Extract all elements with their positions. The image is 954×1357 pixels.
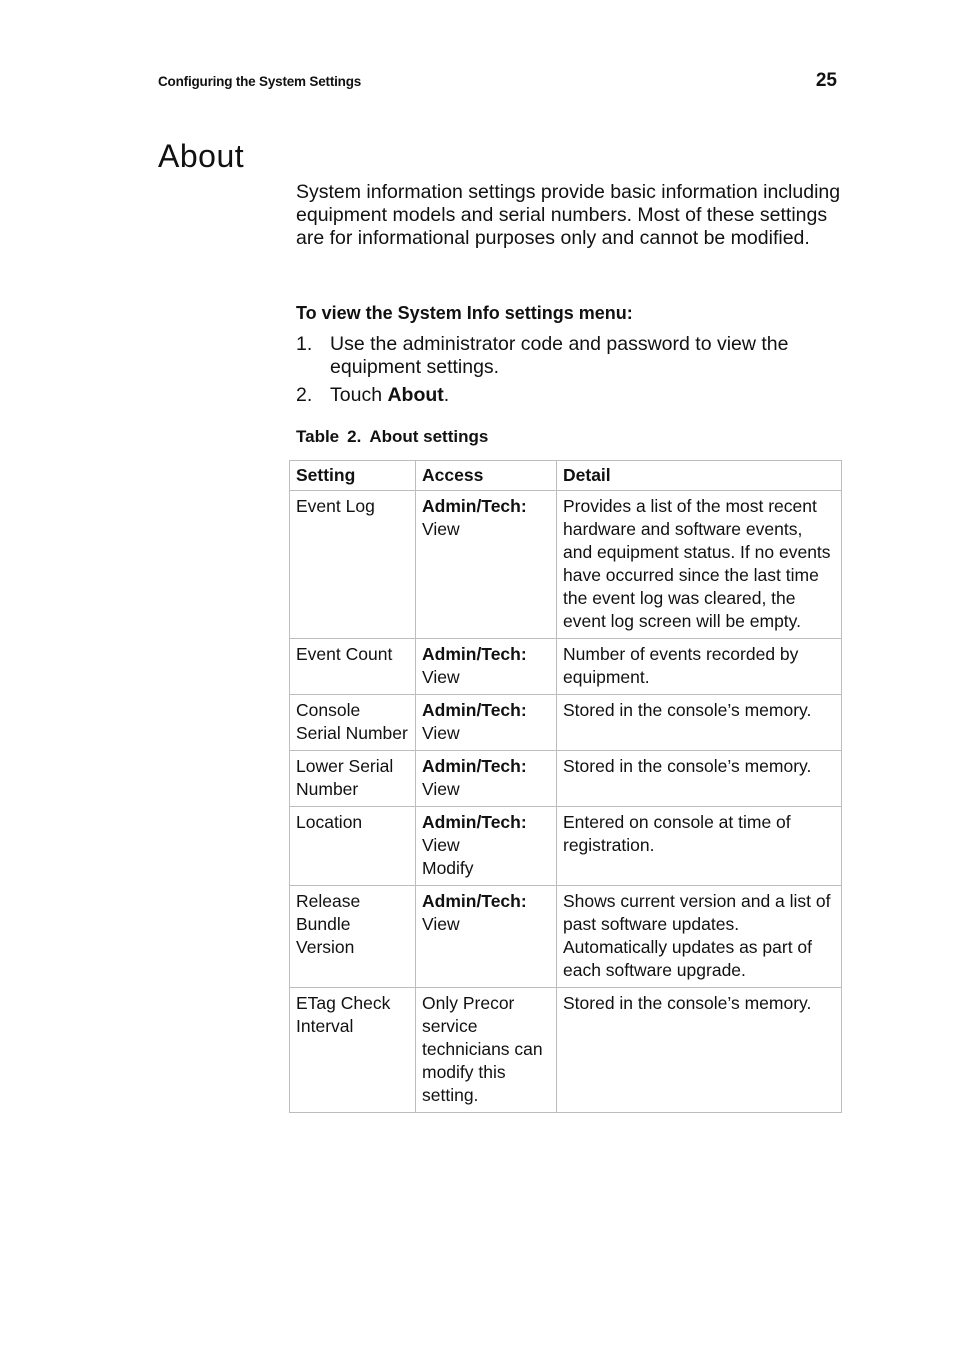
- cell-detail: Entered on console at time of registration.: [557, 807, 842, 886]
- table-body: [290, 491, 842, 1113]
- access-permission: View: [422, 519, 460, 539]
- step-text-suffix: .: [443, 384, 450, 406]
- table-row: [290, 751, 842, 807]
- step-number: 2.: [296, 384, 313, 406]
- about-settings-table: [289, 460, 842, 1113]
- procedure-steps: [296, 333, 841, 412]
- access-permission: Modify: [422, 858, 474, 878]
- cell-detail: Stored in the console’s memory.: [557, 695, 842, 751]
- access-role: Admin/Tech:: [422, 644, 527, 664]
- table-caption-title: About settings: [369, 427, 489, 446]
- access-role: Admin/Tech:: [422, 700, 527, 720]
- step-item: [296, 333, 841, 379]
- cell-detail: Number of events recorded by equipment.: [557, 639, 842, 695]
- cell-setting: Lower Serial Number: [290, 751, 416, 807]
- access-role: Admin/Tech:: [422, 756, 527, 776]
- cell-setting: Event Count: [290, 639, 416, 695]
- step-text-prefix: Touch: [330, 384, 388, 406]
- cell-access: [416, 751, 557, 807]
- cell-access: [416, 491, 557, 639]
- table-caption-label: Table: [296, 427, 340, 446]
- table-caption-number: 2.: [347, 427, 362, 446]
- cell-setting: Location: [290, 807, 416, 886]
- running-header: Configuring the System Settings: [158, 74, 362, 89]
- table-row: [290, 639, 842, 695]
- page-title: About: [158, 138, 245, 174]
- cell-access: [416, 988, 557, 1113]
- cell-detail: Shows current version and a list of past software updates. Automatically updates as part of each software upgrade.: [557, 886, 842, 988]
- table-row: [290, 886, 842, 988]
- cell-setting: Console Serial Number: [290, 695, 416, 751]
- access-permission: View: [422, 779, 460, 799]
- cell-access: [416, 807, 557, 886]
- cell-setting: ETag Check Interval: [290, 988, 416, 1113]
- cell-detail: Stored in the console’s memory.: [557, 988, 842, 1113]
- table-header-row: [290, 461, 842, 491]
- access-role: Admin/Tech:: [422, 496, 527, 516]
- table-row: [290, 491, 842, 639]
- access-role: Admin/Tech:: [422, 891, 527, 911]
- cell-detail: Provides a list of the most recent hardware and software events, and equipment status. If no events have occurred since the last time the event log was cleared, the event log screen will be empty.: [557, 491, 842, 639]
- intro-paragraph: System information settings provide basic information including equipment models and serial numbers. Most of these settings are for informational purposes only and cannot be modified.: [296, 181, 841, 249]
- access-permission: View: [422, 667, 460, 687]
- cell-access: [416, 886, 557, 988]
- page-number: 25: [815, 70, 837, 91]
- column-header-setting: Setting: [290, 461, 416, 491]
- column-header-detail: Detail: [557, 461, 842, 491]
- table-row: [290, 695, 842, 751]
- step-item: [296, 384, 841, 407]
- procedure-heading: To view the System Info settings menu:: [296, 303, 633, 323]
- step-text-emphasis: About: [387, 384, 444, 406]
- access-permission: View: [422, 835, 460, 855]
- table-row: [290, 807, 842, 886]
- column-header-access: Access: [416, 461, 557, 491]
- access-role: Admin/Tech:: [422, 812, 527, 832]
- step-number: 1.: [296, 333, 313, 355]
- step-text: [330, 384, 841, 407]
- table-row: [290, 988, 842, 1113]
- table-caption: [296, 427, 488, 447]
- cell-setting: Release Bundle Version: [290, 886, 416, 988]
- cell-access: [416, 695, 557, 751]
- cell-access: [416, 639, 557, 695]
- step-text: Use the administrator code and password to view the equipment settings.: [330, 333, 789, 378]
- access-permission: View: [422, 914, 460, 934]
- access-permission: Only Precor service technicians can modify this setting.: [422, 993, 543, 1105]
- access-permission: View: [422, 723, 460, 743]
- cell-detail: Stored in the console’s memory.: [557, 751, 842, 807]
- cell-setting: Event Log: [290, 491, 416, 639]
